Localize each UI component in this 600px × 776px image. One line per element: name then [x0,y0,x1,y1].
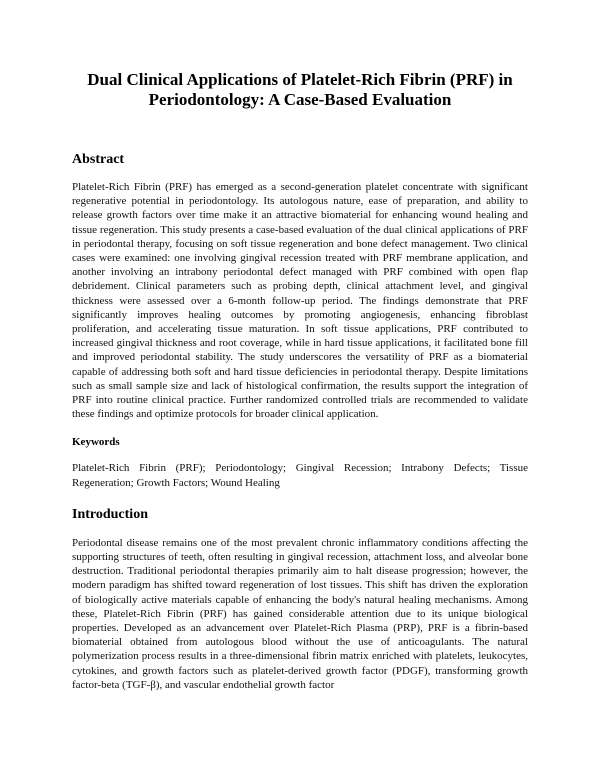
introduction-heading: Introduction [72,506,148,522]
keywords-heading: Keywords [72,436,120,449]
paper-title: Dual Clinical Applications of Platelet-Rich Fibrin (PRF) in Periodontology: A Case-Based Evaluation [87,70,513,109]
paper-page [72,0,528,692]
keywords-text: Platelet-Rich Fibrin (PRF); Periodontology; Gingival Recession; Intrabony Defects; Tissue Regeneration; Growth Factors; Wound Healing [72,462,528,489]
abstract-text: Platelet-Rich Fibrin (PRF) has emerged as a second-generation platelet concentrate with significant regenerative potential in periodontology. Its autologous nature, ease of preparation, and ability to release growth factors over time make it an attractive biomaterial for enhancing wound healing and tissue regeneration. This study presents a case-based evaluation of the dual clinical applications of PRF in periodontal therapy, focusing on soft tissue regeneration and bone defect management. Two clinical cases were examined: one involving gingival recession treated with PRF membrane application, and another involving an intrabony periodontal defect managed with PRF combined with open flap debridement. Clinical parameters such as probing depth, clinical attachment level, and gingival thickness were assessed over a 6-month follow-up period. The findings demonstrate that PRF significantly improves healing outcomes by promoting angiogenesis, enhancing fibroblast proliferation, and accelerating tissue maturation. In soft tissue applications, PRF contributed to increased gingival thickness and root coverage, while in hard tissue applications, it facilitated bone fill and improved periodontal stability. The study underscores the versatility of PRF as a biomaterial capable of addressing both soft and hard tissue deficiencies in periodontal therapy. Despite limitations such as small sample size and lack of histological confirmation, the results support the integration of PRF into routine clinical practice. Further randomized controlled trials are recommended to validate these findings and optimize protocols for broader clinical application. [72,181,528,421]
abstract-heading: Abstract [72,152,125,167]
introduction-text: Periodontal disease remains one of the most prevalent chronic inflammatory conditions affecting the supporting structures of teeth, often resulting in gingival recession, attachment loss, and alveolar bone destruction. Traditional periodontal therapies primarily aim to halt disease progression; however, the modern paradigm has shifted toward regeneration of lost tissues. This shift has driven the exploration of biologically active materials capable of enhancing the body's natural healing mechanisms. Among these, Platelet-Rich Fibrin (PRF) has gained considerable attention due to its unique biological properties. Developed as an advancement over Platelet-Rich Plasma (PRP), PRF is a fibrin-based biomaterial obtained from autologous blood without the use of anticoagulants. The natural polymerization process results in a three-dimensional fibrin matrix enriched with platelets, leukocytes, cytokines, and growth factors such as platelet-derived growth factor (PDGF), transforming growth factor-beta (TGF-β), and vascular endothelial growth factor [72,536,528,691]
